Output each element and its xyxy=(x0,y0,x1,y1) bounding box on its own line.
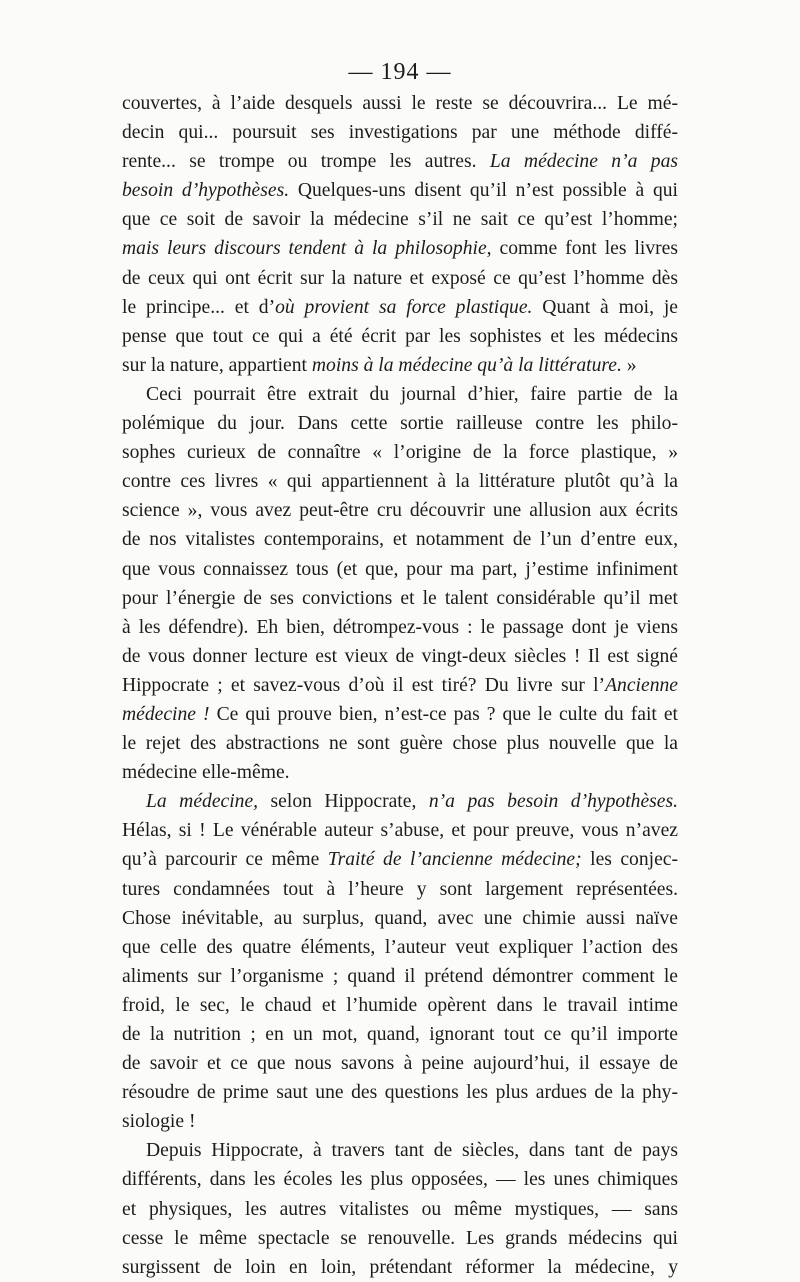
text-segment: Depuis Hippocrate, à travers tant de siècles, dans tant de pays xyxy=(146,1140,678,1162)
text-segment: qu’à parcourir ce même xyxy=(122,849,328,871)
body-text xyxy=(122,89,678,1282)
text-line xyxy=(122,671,678,700)
text-segment: Quant à moi, je xyxy=(532,296,678,318)
text-line xyxy=(122,904,678,933)
text-segment: science », vous avez peut-être cru découvrir une allusion aux écrits xyxy=(122,500,678,522)
italic-text-segment: Traité de l’ancienne médecine; xyxy=(327,849,582,871)
text-segment: froid, le sec, le chaud et l’humide opèrent dans le travail intime xyxy=(122,994,678,1016)
text-line xyxy=(122,525,678,554)
text-segment: couvertes, à l’aide desquels aussi le reste se découvrira... Le mé- xyxy=(122,93,678,114)
text-line xyxy=(122,729,678,758)
text-segment: à les défendre). Eh bien, détrompez-vous : le passage dont je viens xyxy=(122,616,678,638)
text-segment: que ce soit de savoir la médecine s’il ne sait ce qu’est l’homme; xyxy=(122,209,678,231)
italic-text-segment: moins à la médecine qu’à la littérature. xyxy=(311,354,622,376)
text-line xyxy=(122,467,678,496)
text-segment: decin qui... poursuit ses investigations par une méthode diffé- xyxy=(122,122,678,144)
text-segment: de ceux qui ont écrit sur la nature et exposé ce qu’est l’homme dès xyxy=(122,267,678,289)
text-segment: médecine elle-même. xyxy=(122,762,290,784)
italic-text-segment: où provient sa force plastique. xyxy=(275,296,533,318)
text-segment: Quelques-uns disent qu’il n’est possible à qui xyxy=(289,180,678,202)
text-line xyxy=(122,438,678,467)
text-line xyxy=(122,118,678,147)
text-segment: aliments sur l’organisme ; quand il prétend démontrer comment le xyxy=(122,965,678,987)
text-line xyxy=(122,1165,678,1194)
italic-text-segment: n’a pas besoin d’hypothèses. xyxy=(428,791,678,813)
text-segment: résoudre de prime saut une des questions les plus ardues de la phy- xyxy=(122,1082,678,1104)
text-line xyxy=(122,933,678,962)
text-line xyxy=(122,1078,678,1107)
text-line xyxy=(122,1107,678,1136)
text-segment: siologie ! xyxy=(122,1111,196,1133)
text-line xyxy=(122,322,678,351)
text-line xyxy=(122,351,678,380)
text-line xyxy=(122,700,678,729)
text-line xyxy=(122,1049,678,1078)
text-line xyxy=(122,1136,678,1165)
text-segment: de vous donner lecture est vieux de vingt-deux siècles ! Il est signé xyxy=(122,645,678,667)
text-line xyxy=(122,787,678,816)
text-segment: et physiques, les autres vitalistes ou même mystiques, — sans xyxy=(122,1198,678,1220)
text-segment: sophes curieux de connaître « l’origine de la force plastique, » xyxy=(122,442,678,464)
text-line xyxy=(122,758,678,787)
italic-text-segment: mais leurs discours tendent à la philosophie, xyxy=(122,238,492,260)
text-segment: de nos vitalistes contemporains, et notamment de l’un d’entre eux, xyxy=(122,529,678,551)
text-segment: rente... se trompe ou trompe les autres. xyxy=(122,151,490,173)
text-line xyxy=(122,1020,678,1049)
text-line xyxy=(122,264,678,293)
text-line xyxy=(122,147,678,176)
text-line xyxy=(122,991,678,1020)
italic-text-segment: médecine ! xyxy=(122,703,210,725)
text-line xyxy=(122,293,678,322)
text-segment: les conjec- xyxy=(581,849,678,871)
italic-text-segment: Ancienne xyxy=(605,674,678,696)
text-line xyxy=(122,496,678,525)
text-line xyxy=(122,816,678,845)
text-segment: pour l’énergie de ses convictions et le talent considérable qu’il met xyxy=(122,587,678,609)
text-segment: différents, dans les écoles les plus opposées, — les unes chimiques xyxy=(122,1169,678,1191)
page-number: — 194 — xyxy=(348,59,452,85)
text-segment: Hélas, si ! Le vénérable auteur s’abuse, et pour preuve, vous n’avez xyxy=(122,820,678,842)
text-line xyxy=(122,875,678,904)
text-line xyxy=(122,555,678,584)
text-segment: pense que tout ce qui a été écrit par les sophistes et les médecins xyxy=(122,325,678,347)
text-line xyxy=(122,584,678,613)
text-segment: Ceci pourrait être extrait du journal d’hier, faire partie de la xyxy=(146,383,678,405)
text-segment: Hippocrate ; et savez-vous d’où il est tiré? Du livre sur l’ xyxy=(122,674,606,696)
text-segment: de savoir et ce que nous savons à peine aujourd’hui, il essaye de xyxy=(122,1053,678,1075)
text-segment: le principe... et d’ xyxy=(122,296,276,318)
text-line xyxy=(122,962,678,991)
text-segment: que celle des quatre éléments, l’auteur veut expliquer l’action des xyxy=(122,936,678,958)
text-line xyxy=(122,89,678,118)
text-segment: polémique du jour. Dans cette sortie railleuse contre les philo- xyxy=(122,413,678,435)
italic-text-segment: La médecine, xyxy=(146,791,259,813)
text-segment: cesse le même spectacle se renouvelle. Les grands médecins qui xyxy=(122,1227,678,1249)
text-line xyxy=(122,1224,678,1253)
text-segment: selon Hippocrate, xyxy=(258,791,429,813)
text-segment: de la nutrition ; en un mot, quand, ignorant tout ce qu’il importe xyxy=(122,1024,678,1045)
text-segment: sur la nature, appartient xyxy=(122,354,312,376)
italic-text-segment: La médecine n’a pas xyxy=(489,151,678,173)
text-segment: Chose inévitable, au surplus, quand, avec une chimie aussi naïve xyxy=(122,907,678,929)
text-segment: tures condamnées tout à l’heure y sont largement représentées. xyxy=(122,878,678,900)
text-line xyxy=(122,380,678,409)
text-line xyxy=(122,205,678,234)
text-line xyxy=(122,613,678,642)
text-line xyxy=(122,409,678,438)
text-segment: contre ces livres « qui appartiennent à la littérature plutôt qu’à la xyxy=(122,471,678,493)
text-segment: » xyxy=(621,354,637,376)
text-line xyxy=(122,1253,678,1282)
text-line xyxy=(122,234,678,263)
text-segment: le rejet des abstractions ne sont guère chose plus nouvelle que la xyxy=(122,733,678,755)
text-segment: Ce qui prouve bien, n’est-ce pas ? que le culte du fait et xyxy=(209,703,678,725)
text-line xyxy=(122,845,678,874)
text-segment: surgissent de loin en loin, prétendant réformer la médecine, y xyxy=(122,1256,678,1278)
text-segment: que vous connaissez tous (et que, pour ma part, j’estime infiniment xyxy=(122,558,678,580)
italic-text-segment: besoin d’hypothèses. xyxy=(122,180,290,202)
text-line xyxy=(122,642,678,671)
text-segment: comme font les livres xyxy=(491,238,678,260)
text-line xyxy=(122,176,678,205)
text-line xyxy=(122,1195,678,1224)
